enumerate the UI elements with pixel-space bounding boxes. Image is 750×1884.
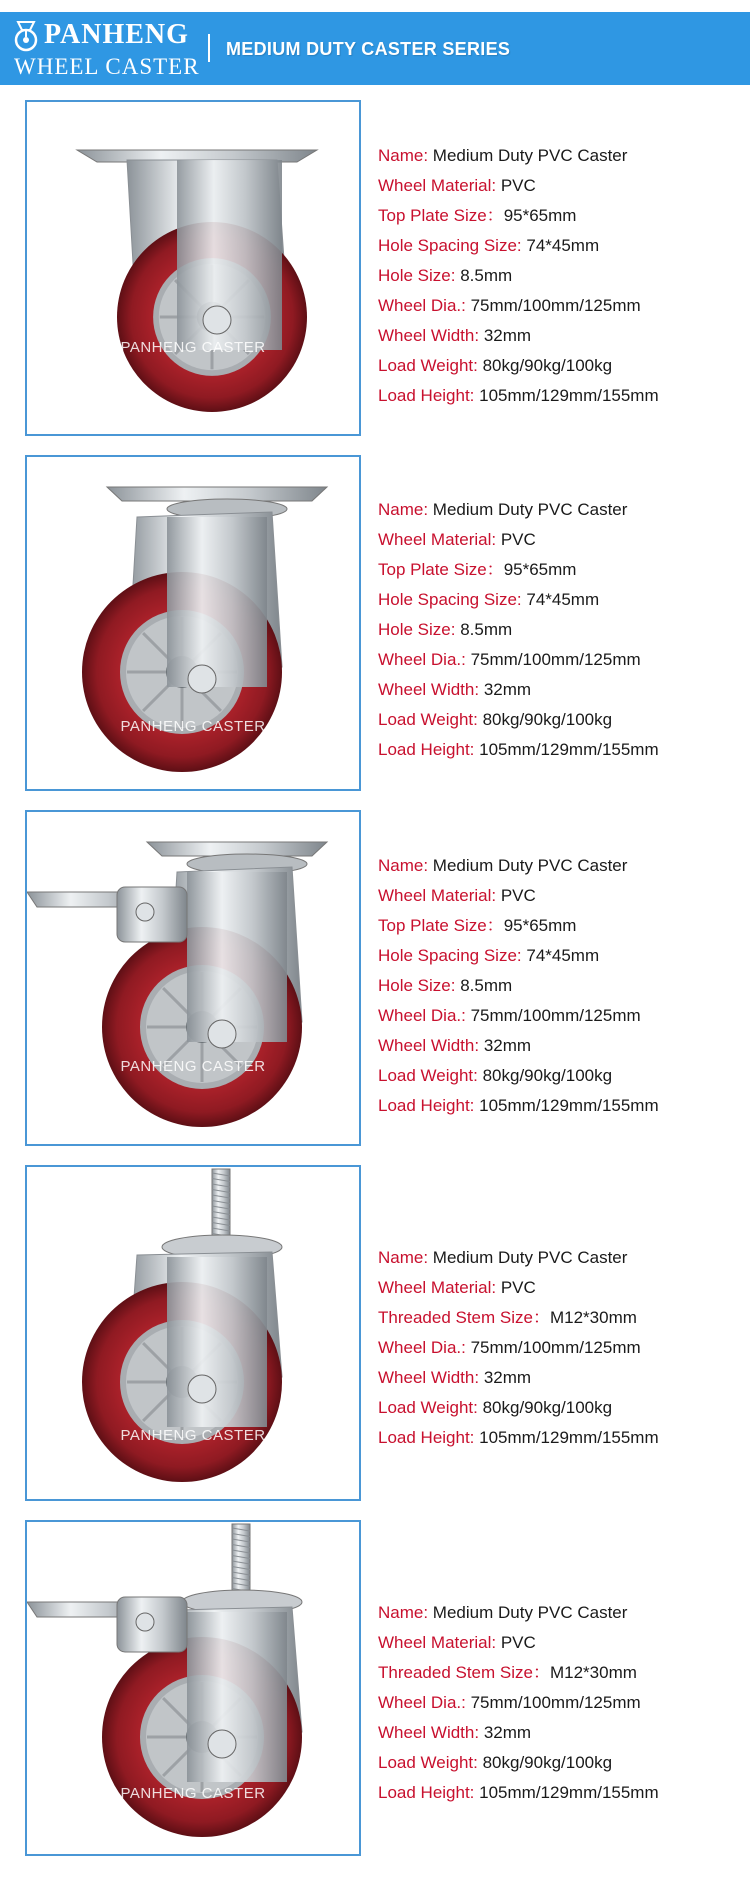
spec-row xyxy=(378,171,659,201)
product-image[interactable] xyxy=(25,810,361,1146)
spec-value: PVC xyxy=(496,530,536,549)
spec-row xyxy=(378,615,659,645)
spec-value: 32mm xyxy=(479,1723,532,1742)
spec-label: Wheel Material: xyxy=(378,176,497,195)
spec-row xyxy=(378,1778,659,1808)
spec-value: 32mm xyxy=(479,1036,532,1055)
spec-row xyxy=(378,1091,659,1121)
spec-value: PVC xyxy=(496,1633,536,1652)
spec-label: Wheel Dia.: xyxy=(378,1006,466,1025)
spec-value: 74*45mm xyxy=(521,946,600,965)
spec-value: 80kg/90kg/100kg xyxy=(477,1398,613,1417)
spec-row xyxy=(378,705,659,735)
caster-illustration xyxy=(27,812,359,1144)
spec-value: Medium Duty PVC Caster xyxy=(428,856,628,875)
spec-value: 75mm/100mm/125mm xyxy=(465,650,641,669)
spec-row xyxy=(378,1658,659,1688)
spec-value: Medium Duty PVC Caster xyxy=(428,1248,628,1267)
spec-value: 105mm/129mm/155mm xyxy=(474,740,659,759)
spec-value: 32mm xyxy=(479,680,532,699)
product-image[interactable] xyxy=(25,455,361,791)
watermark-text: PANHENG CASTER xyxy=(120,339,266,356)
series-title: MEDIUM DUTY CASTER SERIES xyxy=(226,39,511,59)
brand-name-bottom: WHEEL CASTER xyxy=(14,54,200,79)
header-divider xyxy=(208,34,210,62)
spec-row xyxy=(378,1001,659,1031)
spec-label: Name: xyxy=(378,146,429,165)
spec-value: Medium Duty PVC Caster xyxy=(428,146,628,165)
spec-row xyxy=(378,291,659,321)
spec-row xyxy=(378,911,659,941)
brand-logo[interactable] xyxy=(10,16,200,82)
spec-label: Top Plate Size： xyxy=(378,560,504,579)
spec-value: 75mm/100mm/125mm xyxy=(465,1338,641,1357)
spec-label: Wheel Width: xyxy=(378,1723,480,1742)
spec-label: Load Height: xyxy=(378,1783,475,1802)
watermark-text: PANHENG CASTER xyxy=(120,1785,266,1802)
spec-label: Wheel Width: xyxy=(378,326,480,345)
spec-row xyxy=(378,1273,659,1303)
spec-label: Wheel Material: xyxy=(378,1278,497,1297)
product-image[interactable] xyxy=(25,100,361,436)
spec-label: Load Weight: xyxy=(378,1398,478,1417)
spec-label: Name: xyxy=(378,1248,429,1267)
spec-list xyxy=(378,141,659,411)
spec-row xyxy=(378,1333,659,1363)
spec-label: Load Weight: xyxy=(378,710,478,729)
spec-value: M12*30mm xyxy=(549,1663,637,1682)
spec-value: 95*65mm xyxy=(503,560,577,579)
spec-label: Hole Size: xyxy=(378,266,456,285)
spec-row xyxy=(378,321,659,351)
spec-list xyxy=(378,851,659,1121)
spec-label: Wheel Width: xyxy=(378,1036,480,1055)
spec-row xyxy=(378,351,659,381)
spec-label: Load Height: xyxy=(378,740,475,759)
spec-value: 105mm/129mm/155mm xyxy=(474,1783,659,1802)
spec-label: Wheel Width: xyxy=(378,1368,480,1387)
product-image[interactable] xyxy=(25,1520,361,1856)
spec-label: Wheel Dia.: xyxy=(378,1338,466,1357)
spec-row xyxy=(378,645,659,675)
spec-value: 8.5mm xyxy=(455,620,513,639)
caster-logo-icon xyxy=(12,18,40,52)
product-card xyxy=(0,455,750,795)
spec-value: 105mm/129mm/155mm xyxy=(474,386,659,405)
product-card xyxy=(0,100,750,440)
spec-row xyxy=(378,1598,659,1628)
spec-row xyxy=(378,231,659,261)
spec-value: 75mm/100mm/125mm xyxy=(465,1693,641,1712)
spec-row xyxy=(378,675,659,705)
spec-row xyxy=(378,1688,659,1718)
spec-value: 74*45mm xyxy=(521,236,600,255)
spec-value: 80kg/90kg/100kg xyxy=(477,1753,613,1772)
spec-label: Wheel Material: xyxy=(378,1633,497,1652)
spec-label: Load Weight: xyxy=(378,1753,478,1772)
spec-label: Load Weight: xyxy=(378,356,478,375)
spec-value: 75mm/100mm/125mm xyxy=(465,296,641,315)
spec-value: 80kg/90kg/100kg xyxy=(477,356,613,375)
spec-label: Hole Size: xyxy=(378,620,456,639)
spec-list xyxy=(378,495,659,765)
spec-row xyxy=(378,1748,659,1778)
spec-value: 80kg/90kg/100kg xyxy=(477,1066,613,1085)
spec-label: Threaded Stem Size： xyxy=(378,1308,550,1327)
spec-value: 105mm/129mm/155mm xyxy=(474,1096,659,1115)
spec-value: 95*65mm xyxy=(503,916,577,935)
spec-label: Hole Spacing Size: xyxy=(378,236,522,255)
spec-label: Hole Size: xyxy=(378,976,456,995)
spec-row xyxy=(378,1061,659,1091)
spec-value: PVC xyxy=(496,1278,536,1297)
spec-label: Wheel Dia.: xyxy=(378,1693,466,1712)
spec-row xyxy=(378,881,659,911)
spec-value: 80kg/90kg/100kg xyxy=(477,710,613,729)
spec-label: Wheel Dia.: xyxy=(378,650,466,669)
spec-value: 95*65mm xyxy=(503,206,577,225)
spec-label: Load Height: xyxy=(378,1096,475,1115)
watermark-text: PANHENG CASTER xyxy=(120,1058,266,1075)
spec-row xyxy=(378,261,659,291)
product-card xyxy=(0,810,750,1150)
caster-illustration xyxy=(27,1167,359,1499)
spec-row xyxy=(378,555,659,585)
spec-row xyxy=(378,525,659,555)
spec-value: PVC xyxy=(496,176,536,195)
spec-row xyxy=(378,141,659,171)
spec-label: Load Weight: xyxy=(378,1066,478,1085)
spec-row xyxy=(378,851,659,881)
spec-label: Name: xyxy=(378,1603,429,1622)
spec-row xyxy=(378,1718,659,1748)
product-card xyxy=(0,1165,750,1505)
spec-label: Threaded Stem Size： xyxy=(378,1663,550,1682)
spec-label: Hole Spacing Size: xyxy=(378,590,522,609)
spec-label: Name: xyxy=(378,856,429,875)
spec-label: Top Plate Size： xyxy=(378,916,504,935)
spec-value: M12*30mm xyxy=(549,1308,637,1327)
spec-value: PVC xyxy=(496,886,536,905)
spec-value: 32mm xyxy=(479,326,532,345)
spec-value: Medium Duty PVC Caster xyxy=(428,1603,628,1622)
product-card xyxy=(0,1520,750,1860)
spec-label: Wheel Dia.: xyxy=(378,296,466,315)
spec-value: 74*45mm xyxy=(521,590,600,609)
spec-label: Wheel Material: xyxy=(378,530,497,549)
spec-row xyxy=(378,941,659,971)
spec-value: 8.5mm xyxy=(455,976,513,995)
spec-row xyxy=(378,381,659,411)
spec-row xyxy=(378,1303,659,1333)
spec-label: Top Plate Size： xyxy=(378,206,504,225)
spec-label: Load Height: xyxy=(378,386,475,405)
spec-value: 32mm xyxy=(479,1368,532,1387)
spec-label: Hole Spacing Size: xyxy=(378,946,522,965)
spec-label: Name: xyxy=(378,500,429,519)
caster-illustration xyxy=(27,457,359,789)
spec-row xyxy=(378,1363,659,1393)
watermark-text: PANHENG CASTER xyxy=(120,1427,266,1444)
caster-illustration xyxy=(27,1522,359,1854)
spec-list xyxy=(378,1598,659,1808)
spec-row xyxy=(378,585,659,615)
spec-row xyxy=(378,735,659,765)
spec-value: 8.5mm xyxy=(455,266,513,285)
brand-name-top: PANHENG xyxy=(44,19,189,50)
header-banner xyxy=(0,12,750,85)
caster-illustration xyxy=(27,102,359,434)
spec-value: 75mm/100mm/125mm xyxy=(465,1006,641,1025)
spec-row xyxy=(378,971,659,1001)
product-image[interactable] xyxy=(25,1165,361,1501)
spec-list xyxy=(378,1243,659,1453)
spec-row xyxy=(378,1031,659,1061)
spec-label: Wheel Width: xyxy=(378,680,480,699)
spec-row xyxy=(378,1393,659,1423)
spec-row xyxy=(378,1423,659,1453)
spec-row xyxy=(378,201,659,231)
spec-row xyxy=(378,495,659,525)
spec-label: Wheel Material: xyxy=(378,886,497,905)
watermark-text: PANHENG CASTER xyxy=(120,718,266,735)
spec-row xyxy=(378,1243,659,1273)
spec-value: Medium Duty PVC Caster xyxy=(428,500,628,519)
spec-row xyxy=(378,1628,659,1658)
spec-label: Load Height: xyxy=(378,1428,475,1447)
spec-value: 105mm/129mm/155mm xyxy=(474,1428,659,1447)
